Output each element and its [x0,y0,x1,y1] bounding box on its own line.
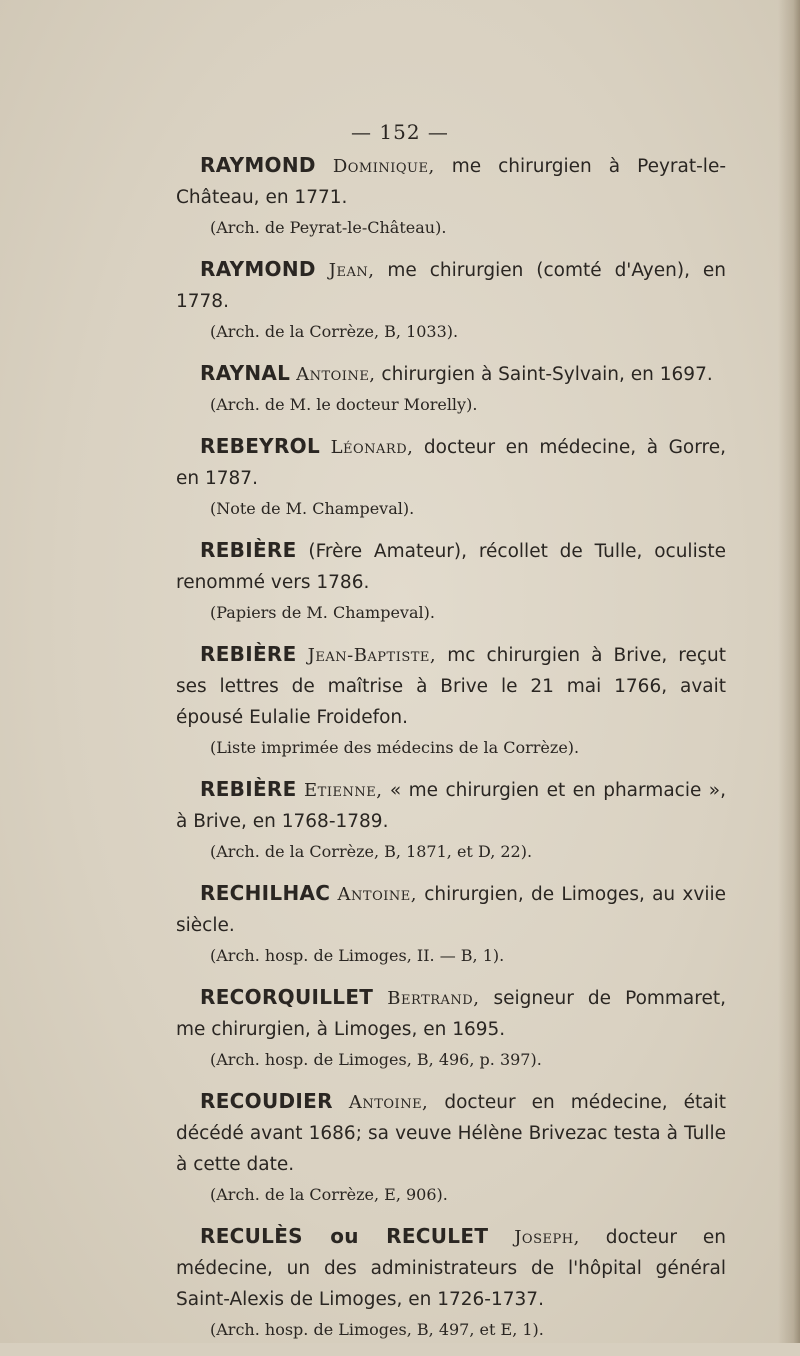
entry [176,254,726,345]
entry-text [176,254,726,317]
page-edge-shadow [778,0,800,1343]
entry-surname: REBIÈRE [200,777,297,801]
entry [176,535,726,626]
entry-source: (Arch. hosp. de Limoges, B, 496, p. 397). [210,1050,542,1069]
entry [176,1086,726,1208]
entry-text [176,535,726,598]
entry-description: chirurgien à Saint-Sylvain, en 1697. [375,364,713,385]
entry-surname: REBEYROL [200,434,320,458]
entry-source: (Liste imprimée des médecins de la Corrèze). [210,738,580,757]
entry-given-name: Bertrand, [387,988,480,1009]
entry [176,150,726,241]
entry-description: (Frère Amateur), récollet de Tulle, oculiste renommé vers 1786. [176,541,726,593]
entry-given-name: Jean, [328,260,375,281]
entry [176,1221,726,1343]
entry-given-name: Joseph, [514,1227,580,1248]
entry-given-name: Antoine, [296,364,376,385]
entry-source: (Arch. de M. le docteur Morelly). [210,395,478,414]
entry-description: me chirurgien (comté d'Ayen), en 1778. [176,260,726,312]
entry-source: (Arch. hosp. de Limoges, B, 497, et E, 1). [210,1320,544,1339]
entry-description: me chirurgien à Peyrat-le-Château, en 1771. [176,156,726,208]
entry-text [176,639,726,733]
entry-description: mc chirurgien à Brive, reçut ses lettres de maîtrise à Brive le 21 mai 1766, avait épousé Eulalie Froidefon. [176,645,726,728]
entry-text [176,774,726,837]
entry-description: docteur en médecine, un des administrateurs de l'hôpital général Saint-Alexis de Limoges, en 1726-1737. [176,1227,726,1310]
entry-surname: RECULÈS ou RECULET [200,1224,489,1248]
entry-description: « me chirurgien et en pharmacie », à Brive, en 1768-1789. [176,780,726,832]
entry [176,358,726,418]
entry-surname: RAYMOND [200,153,316,177]
entry-text [176,982,726,1045]
entry-surname: RECHILHAC [200,881,331,905]
entry [176,431,726,522]
entry-source: (Note de M. Champeval). [210,499,415,518]
entry-text [176,150,726,213]
entry [176,639,726,761]
entry-surname: REBIÈRE [200,538,297,562]
entry-surname: RECOUDIER [200,1089,333,1113]
entry-surname: REBIÈRE [200,642,297,666]
entry-description: docteur en médecine, à Gorre, en 1787. [176,437,726,489]
entry-surname: RECORQUILLET [200,985,374,1009]
entry-source: (Arch. de Peyrat-le-Château). [210,218,447,237]
entry-text [176,358,726,390]
entry-text [176,878,726,941]
entry-source: (Papiers de M. Champeval). [210,603,435,622]
entry-description: chirurgien, de Limoges, au xviie siècle. [176,884,726,936]
entry-given-name: Dominique, [332,156,435,177]
entry-source: (Arch. de la Corrèze, E, 906). [210,1185,448,1204]
entry-surname: RAYMOND [200,257,316,281]
entry-text [176,1221,726,1315]
entry-text [176,431,726,494]
page-number: — 152 — [351,120,449,144]
entry [176,774,726,865]
entry-given-name: Antoine, [337,884,417,905]
entry-given-name: Etienne, [304,780,383,801]
entry [176,878,726,969]
entry-surname: RAYNAL [200,361,291,385]
entry-source: (Arch. de la Corrèze, B, 1033). [210,322,459,341]
entry-text [176,1086,726,1180]
entry-source: (Arch. de la Corrèze, B, 1871, et D, 22). [210,842,533,861]
entry-given-name: Antoine, [348,1092,429,1113]
entry-source: (Arch. hosp. de Limoges, II. — B, 1). [210,946,505,965]
entry-description: docteur en médecine, était décédé avant 1686; sa veuve Hélène Brivezac testa à Tulle à cette date. [176,1092,726,1175]
entry [176,982,726,1073]
entry-description: seigneur de Pommaret, me chirurgien, à Limoges, en 1695. [176,988,726,1040]
entries-list [176,150,726,1356]
entry-given-name: Léonard, [330,437,414,458]
entry-given-name: Jean-Baptiste, [307,645,437,666]
